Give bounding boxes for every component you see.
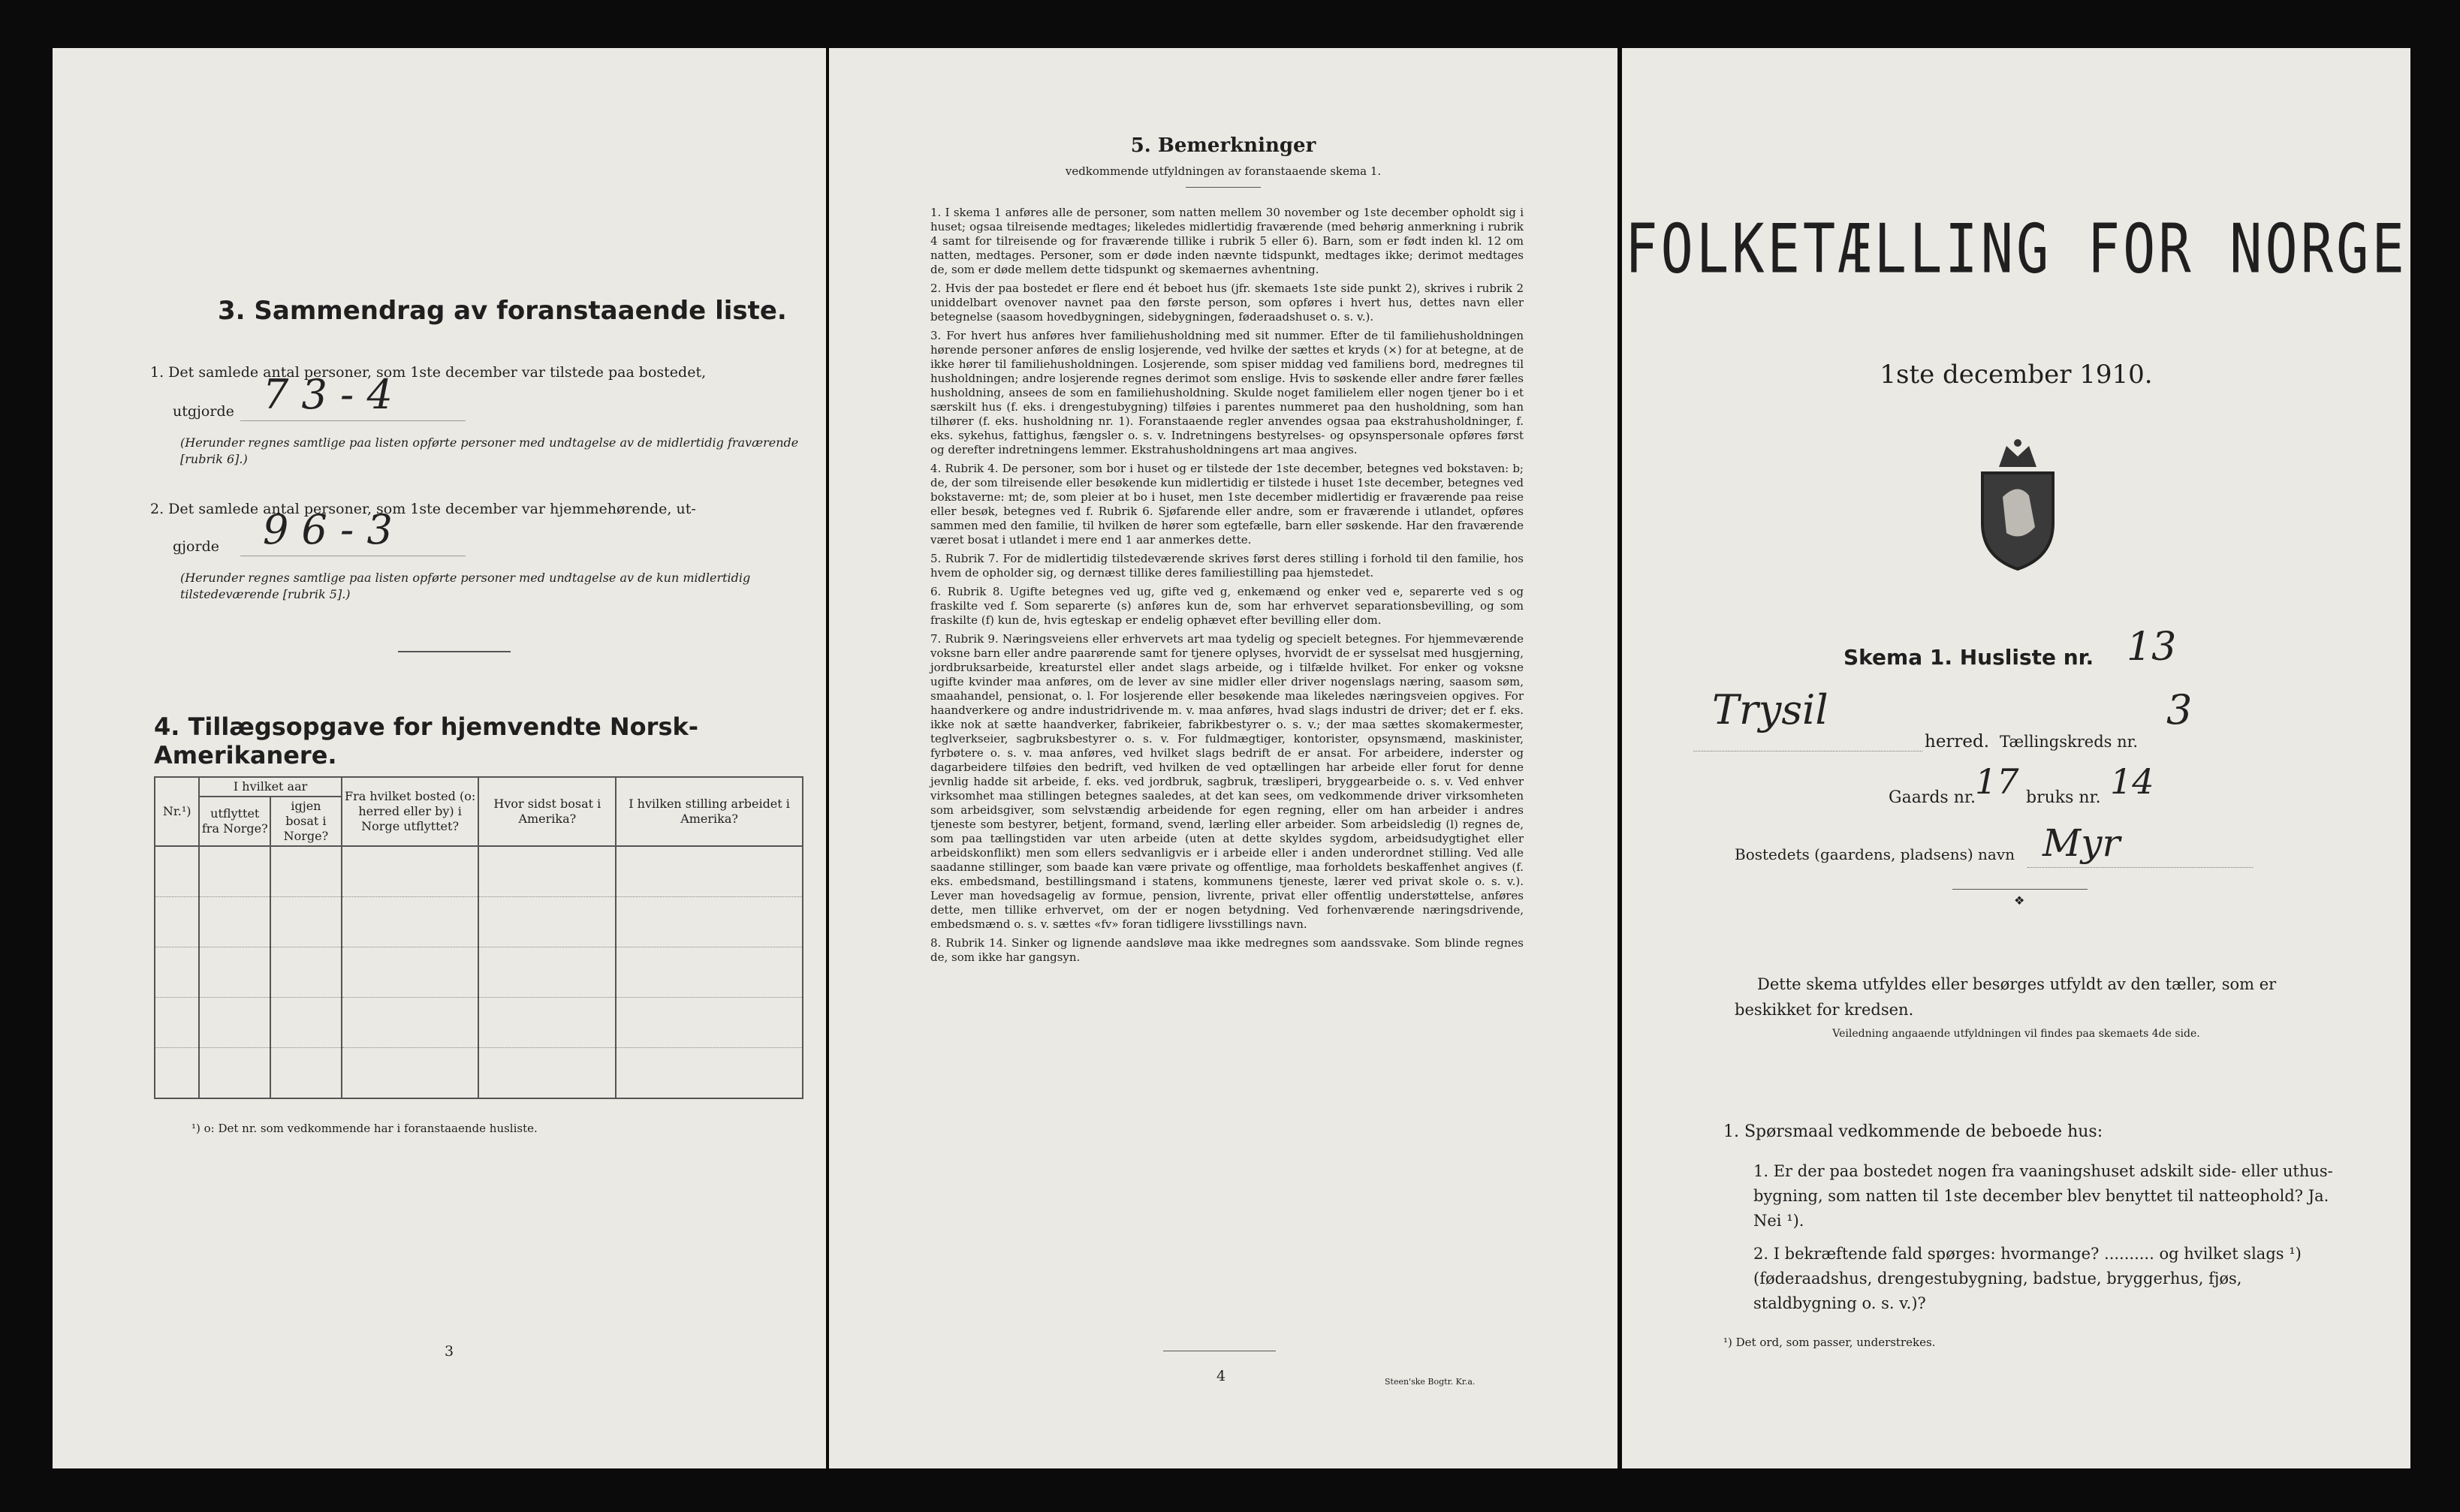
page-3 (53, 48, 826, 1468)
remark-4: 4. Rubrik 4. De personer, som bor i huset og er tilstede der 1ste december, betegnes ved bokstaven: b; de, der som tilreisende eller besøkende kun midlertidig er tilstede i huset 1ste december, betegnes ved bokstaverne: mt; de, som pleier at bo i huset, men 1ste december midlertidig er fraværende paa reise eller besøk, betegnes ved f. Rubrik 6. Sjøfarende eller andre, som er fraværende i utlandet, opføres sammen med den familie, til hvilken de hører som egtefælle, barn eller søskende. Har den fraværende været bosat i utlandet i mere end 1 aar anmerkes dette. (930, 462, 1524, 547)
table-row (155, 1048, 803, 1099)
remark-7: 7. Rubrik 9. Næringsveiens eller erhvervets art maa tydelig og specielt betegnes. For hjemmeværende voksne barn eller andre paarørende samt for tjenere oplyses, hvorvidt de er sysselsat med husgjerning, jordbruksarbeide, kreaturstel eller andet slags arbeide, og i tilfælde hvilket. For enker og voksne ugifte kvinder maa anføres, om de lever av sine midler eller driver nogenslags næring, saasom søm, smaahandel, pensionat, o. l. For losjerende eller besøkende maa likeledes næringsveien opgives. For haandverkere og andre industridrivende m. v. maa anføres, hvad slags industri de driver; det er f. eks. ikke nok at sætte haandverker, fabrikeier, fabrikbestyrer o. s. v.; der maa sættes skomakermester, teglverkseier, sagbruksbestyrer o. s. v. For fuldmægtiger, kontorister, opsynsmænd, maskinister, fyrbøtere o. s. v. maa anføres, ved hvilket slags bedrift de er ansat. For arbeidere, inderster og dagarbeidere tilføies den bedrift, ved hvilken de ved optællingen har arbeide eller forut for denne jevnlig hadde sit arbeide, f. eks. ved jordbruk, sagbruk, træsliperi, bryggearbeide o. s. v. Ved enhver virksomhet maa stillingen betegnes saaledes, at det kan sees, om vedkommende driver virksomheten som arbeidsgiver, som selvstændig arbeidende for egen regning, eller om han arbeider i andres tjeneste som bestyrer, betjent, formand, svend, lærling eller arbeider. Som arbeidsledig (l) regnes de, som paa tællingstiden var uten arbeide (uten at dette skyldes sygdom, arbeidsudygtighet eller arbeidskonflikt) men som ellers sedvanligvis er i arbeide eller i anden underordnet stilling. Ved alle saadanne stillinger, som baade kan være private og offentlige, maa forholdets beskaffenhet angives (f. eks. embedsmand, bestillingsmand i statens, kommunens tjeneste, lærer ved privat skole o. s. v.). Lever man hovedsagelig av formue, pension, livrente, privat eller offentlig understøttelse, anføres dette, men tillike erhvervet, om der er nogen betydning. Ved forhenværende næringsdrivende, embedsmænd o. s. v. sættes «fv» foran tidligere livsstillings navn. (930, 632, 1524, 931)
col-group-aar: I hvilket aar (199, 777, 341, 797)
remark-5: 5. Rubrik 7. For de midlertidig tilstedeværende skrives først deres stilling i forhold til den familie, hos hvem de opholder sig, og dernæst tillike deres familiestilling paa hjemstedet. (930, 552, 1524, 580)
item2-value: 9 6 - 3 (263, 506, 393, 553)
bruks-label: bruks nr. (2026, 788, 2101, 807)
item2-note: (Herunder regnes samtlige paa listen opførte personer med undtagelse av de kun midlertidig tilstedeværende [rubrik 5].) (180, 571, 751, 601)
divider (398, 651, 511, 652)
remark-6: 6. Rubrik 8. Ugifte betegnes ved ug, gifte ved g, enkemænd og enker ved e, separerte ved s og fraskilte ved f. Som separerte (s) anføres kun de, som har erhvervet separationsbevilling, og som fraskilte (f) kun de, hvis egteskap er endelig ophævet efter bevilling eller dom. (930, 585, 1524, 627)
col-hvor: Hvor sidst bosat i Amerika? (478, 777, 616, 846)
table-footnote: ¹) o: Det nr. som vedkommende har i foranstaaende husliste. (191, 1122, 538, 1135)
census-title: FOLKETÆLLING FOR NORGE (1625, 209, 2407, 288)
remarks-body (930, 206, 1524, 969)
ornament-icon: ❖ (2014, 893, 2025, 908)
husliste-number: 13 (2127, 625, 2177, 670)
page-number: 4 (1216, 1368, 1226, 1384)
table-row (155, 998, 803, 1048)
questions-title: 1. Spørsmaal vedkommende de beboede hus: (1723, 1122, 2103, 1141)
table-row (155, 947, 803, 998)
gaards-label: Gaards nr. (1889, 788, 1976, 807)
census-date: 1ste december 1910. (1880, 360, 2153, 390)
section-4-title: 4. Tillægsopgave for hjemvendte Norsk-Amerikanere. (154, 712, 699, 770)
item2-utgjorde: gjorde (173, 538, 219, 555)
item1-text: 1. Det samlede antal personer, som 1ste december var tilstede paa bostedet, (150, 364, 707, 381)
col-igjen: igjen bosat i Norge? (270, 797, 342, 846)
kreds-value: 3 (2166, 686, 2193, 733)
remarks-title: 5. Bemerkninger (1130, 134, 1316, 157)
gaards-value: 17 (1975, 761, 2019, 802)
col-utflyttet: utflyttet fra Norge? (199, 797, 270, 846)
cover-footnote: ¹) Det ord, som passer, understrekes. (1723, 1336, 1936, 1349)
intro-note: Veiledning angaaende utfyldningen vil findes paa skemaets 4de side. (1832, 1028, 2200, 1040)
intro-text: Dette skema utfyldes eller besørges utfyldt av den tæller, som er beskikket for kredsen. (1735, 975, 2277, 1019)
col-stilling: I hvilken stilling arbeidet i Amerika? (616, 777, 803, 846)
item1-note: (Herunder regnes samtlige paa listen opførte personer med undtagelse av de midlertidig fraværende [rubrik 6].) (180, 435, 799, 466)
table-row (155, 846, 803, 897)
herred-label: herred. (1925, 732, 1990, 751)
printer-mark: Steen'ske Bogtr. Kr.a. (1385, 1377, 1476, 1387)
item1-value: 7 3 - 4 (263, 371, 393, 418)
section-3-title: 3. Sammendrag av foranstaaende liste. (218, 296, 787, 326)
table-row (155, 897, 803, 947)
kreds-label: Tællingskreds nr. (2000, 733, 2139, 751)
question-1: 1. Er der paa bostedet nogen fra vaaningshuset adskilt side- eller uthus-bygning, som natten til 1ste december blev benyttet til natteophold? Ja. Nei ¹). (1753, 1162, 2333, 1230)
remarks-subtitle: vedkommende utfyldningen av foranstaaende skema 1. (1065, 164, 1382, 178)
page-1-cover (1622, 48, 2410, 1468)
remark-2: 2. Hvis der paa bostedet er flere end ét beboet hus (jfr. skemaets 1ste side punkt 2), skrives i rubrik 2 uniddelbart ovenover navnet paa den første person, som opføres i hvert hus, dettes navn eller betegnelse (saasom hovedbygningen, sidebygningen, føderaadshuset o. s. v.). (930, 282, 1524, 324)
item1-utgjorde: utgjorde (173, 403, 234, 420)
skema-label: Skema 1. Husliste nr. (1843, 645, 2094, 670)
remark-3: 3. For hvert hus anføres hver familiehusholdning med sit nummer. Efter de til familiehusholdningen hørende personer anføres de enslig losjerende, ved hvilke der sættes et kryds (×) for at betegne, at de ikke hører til familiehusholdningen. Losjerende, som spiser middag ved familiens bord, medregnes til husholdningen; andre losjerende regnes derimot som enslige. Hvis to søskende eller andre fører fælles husholdning, ansees de som en familiehusholdning. Skulde noget familielem eller nogen tjener bo i et særskilt hus (f. eks. i drengestubygning) tilføies i parentes nummeret paa den husholdning, som han tilhører (f. eks. husholdning nr. 1). Foranstaaende regler anvendes ogsaa paa ekstrahusholdninger, f. eks. sykehus, fattighus, fængsler o. s. v. Indretningens bestyrelses- og opsynspersonale opføres først og derefter indretningens lemmer. Ekstrahusholdningens art maa angives. (930, 329, 1524, 456)
coat-of-arms-icon (1969, 437, 2067, 572)
page-number: 3 (445, 1343, 454, 1360)
item2-text: 2. Det samlede antal personer, som 1ste december var hjemmehørende, ut- (150, 501, 696, 517)
remark-1: 1. I skema 1 anføres alle de personer, som natten mellem 30 november og 1ste december opholdt sig i huset; ogsaa tilreisende medtages; likeledes midlertidig fraværende (med behørig anmerkning i rubrik 4 samt for tilreisende og for fraværende tillike i rubrik 5 eller 6). Barn, som er født inden kl. 12 om natten, medtages. Personer, som er døde inden nævnte tidspunkt, medtages ikke; derimot medtages de, som er døde mellem dette tidspunkt og skemaernes avhentning. (930, 206, 1524, 276)
page-4-remarks (829, 48, 1617, 1468)
question-2: 2. I bekræftende fald spørges: hvormange? .......... og hvilket slags ¹) (føderaadshus, drengestubygning, badstue, bryggerhus, fjøs, staldbygning o. s. v.)? (1753, 1245, 2302, 1312)
norsk-amerikanere-table (154, 776, 803, 1099)
bruks-value: 14 (2110, 761, 2154, 802)
remark-8: 8. Rubrik 14. Sinker og lignende aandsløve maa ikke medregnes som aandssvake. Som blinde regnes de, som ikke har gangsyn. (930, 936, 1524, 964)
bosted-label: Bostedets (gaardens, pladsens) navn (1735, 845, 2015, 863)
col-nr: Nr.¹) (155, 777, 199, 846)
herred-value: Trysil (1712, 686, 1828, 733)
col-fra: Fra hvilket bosted (o: herred eller by) i Norge utflyttet? (342, 777, 479, 846)
bosted-value: Myr (2042, 821, 2121, 865)
